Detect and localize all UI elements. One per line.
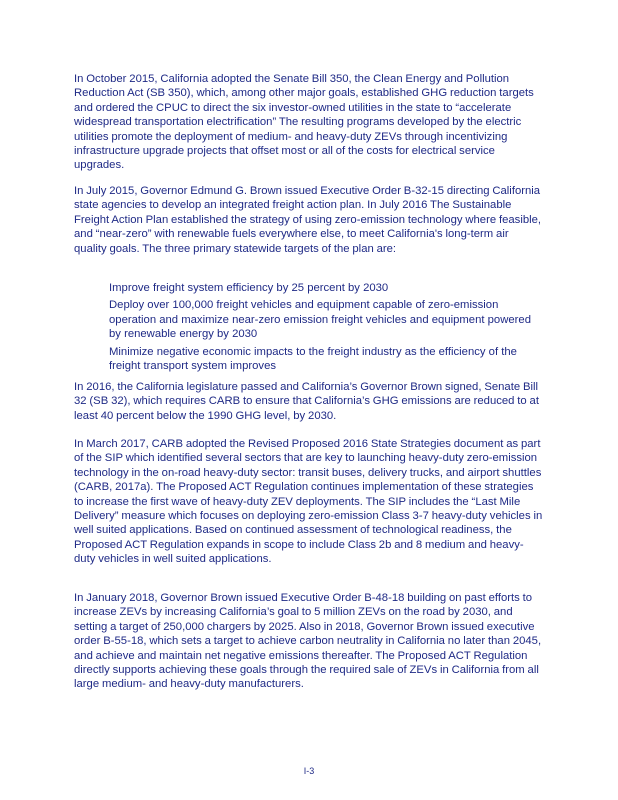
paragraph-executive-order-b-32-15: In July 2015, Governor Edmund G. Brown issued Executive Order B-32-15 directing California state agencies to develop an integrated freight action plan. In July 2016 The Sustainable Freight Action Plan established the strategy of using zero-emission technology where feasible, and “near-zero” with renewable fuels everywhere else, to meet California's long-term air quality goals. The three primary statewide targets of the plan are: — [74, 185, 542, 255]
statewide-targets-list — [86, 281, 546, 376]
list-item-text: Deploy over 100,000 freight vehicles and equipment capable of zero-emission operation and maximize near-zero emission freight vehicles and equipment powered by renewable energy by 2030 — [109, 299, 531, 341]
list-item — [86, 298, 546, 341]
paragraph-executive-orders-2018: In January 2018, Governor Brown issued Executive Order B-48-18 building on past efforts to increase ZEVs by increasing California’s goal to 5 million ZEVs on the road by 2030, and setting a target of 250,000 chargers by 2025. Also in 2018, Governor Brown issued executive order B-55-18, which sets a target to achieve carbon neutrality in California no later than 2045, and achieve and maintain net negative emissions thereafter. The Proposed ACT Regulation directly supports achieving these goals through the required sale of ZEVs in California from all large medium- and heavy-duty manufacturers. — [74, 592, 542, 691]
list-item-text: Improve freight system efficiency by 25 percent by 2030 — [109, 282, 389, 294]
paragraph-sb350: In October 2015, California adopted the Senate Bill 350, the Clean Energy and Pollution Reduction Act (SB 350), which, among other major goals, established GHG reduction targets and ordered the CPUC to direct the six investor-owned utilities in the state to “accelerate widespread transportation electrification” The resulting programs developed by the electric utilities promote the deployment of medium- and heavy-duty ZEVs through incentivizing infrastructure upgrade projects that offset most or all of the costs for electrical service upgrades. — [74, 73, 534, 172]
list-item-text: Minimize negative economic impacts to the freight industry as the efficiency of the freight transport system improves — [109, 345, 517, 373]
paragraph-sb32: In 2016, the California legislature passed and California’s Governor Brown signed, Senate Bill 32 (SB 32), which requires CARB to ensure that California’s GHG emissions are reduced to at least 40 percent below the 1990 GHG level, by 2030. — [74, 381, 539, 422]
list-item — [86, 345, 546, 374]
list-item — [86, 281, 546, 295]
paragraph-revised-sip: In March 2017, CARB adopted the Revised Proposed 2016 State Strategies document as part of the SIP which identified several sectors that are key to launching heavy-duty zero-emission technology in the on-road heavy-duty sector: transit buses, delivery trucks, and airport shuttles (CARB, 2017a). The Proposed ACT Regulation continues implementation of these strategies to increase the first wave of heavy-duty ZEV deployments. The SIP includes the “Last Mile Delivery” measure which focuses on deploying zero-emission Class 3-7 heavy-duty vehicles in well suited applications. Based on continued assessment of technological readiness, the Proposed ACT Regulation expands in scope to include Class 2b and 8 medium and heavy-duty vehicles in well suited applications. — [74, 438, 543, 566]
page-number: I-3 — [303, 766, 315, 776]
